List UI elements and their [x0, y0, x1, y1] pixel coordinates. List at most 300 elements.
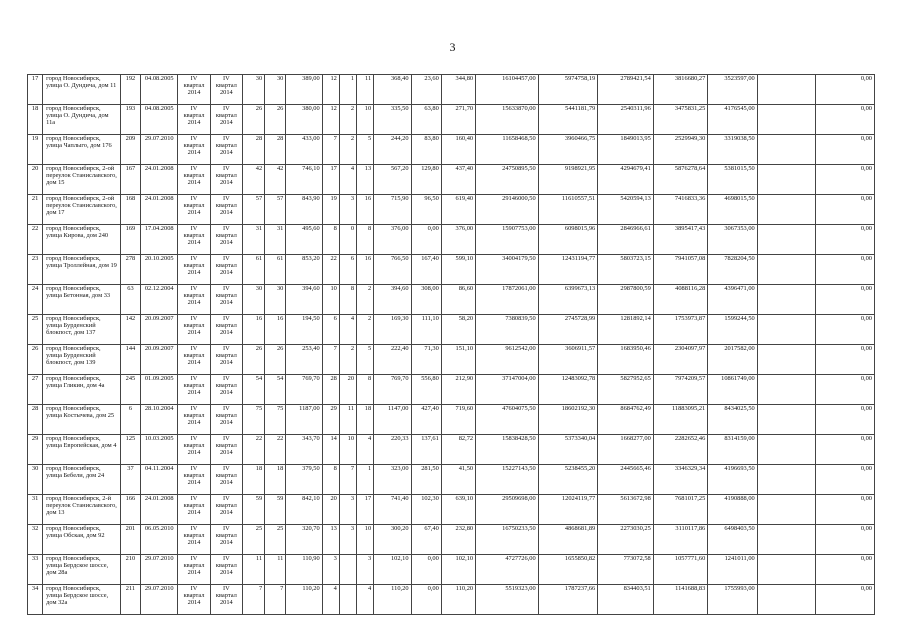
table-cell: 741,40	[374, 495, 411, 525]
table-cell: 24750895,50	[476, 165, 539, 195]
table-cell: 18602192,30	[538, 405, 598, 435]
table-cell: IV квартал 2014	[210, 525, 242, 555]
table-cell: 16	[357, 195, 374, 225]
table-cell: 1787237,66	[538, 585, 598, 615]
table-cell	[757, 285, 816, 315]
table-cell: 281,50	[411, 465, 441, 495]
table-cell: 10861749,00	[708, 375, 757, 405]
table-cell: IV квартал 2014	[178, 75, 210, 105]
table-cell: 23	[28, 255, 43, 285]
table-row	[28, 465, 875, 495]
address-cell: город Новосибирск, улица Троллейная, дом 19	[43, 255, 121, 285]
table-cell: 54	[265, 375, 286, 405]
table-cell: 96,50	[411, 195, 441, 225]
table-cell: IV квартал 2014	[210, 285, 242, 315]
table-cell: 10	[357, 105, 374, 135]
table-cell: 3523597,00	[708, 75, 757, 105]
table-cell: 12483092,78	[538, 375, 598, 405]
table-cell	[757, 345, 816, 375]
table-cell: 29	[322, 405, 339, 435]
table-cell: 2017582,00	[708, 345, 757, 375]
table-cell: 0,00	[411, 225, 441, 255]
table-cell: 20	[339, 375, 356, 405]
table-cell: 4	[339, 315, 356, 345]
table-cell: 1849013,95	[598, 135, 654, 165]
table-cell: 2529949,30	[653, 135, 708, 165]
table-cell: 58,20	[441, 315, 475, 345]
table-cell: 11883095,21	[653, 405, 708, 435]
address-cell: город Новосибирск, улица Бердское шоссе, дом 28а	[43, 555, 121, 585]
table-cell: 30	[265, 285, 286, 315]
address-cell: город Новосибирск, улица Бурденский блокпост, дом 139	[43, 345, 121, 375]
table-cell: 12	[322, 105, 339, 135]
table-cell: 166	[120, 495, 140, 525]
table-cell: 210	[120, 555, 140, 585]
table-cell: 8	[339, 285, 356, 315]
table-cell: 20.09.2007	[141, 345, 178, 375]
table-cell: 0,00	[816, 585, 875, 615]
table-cell: 1281892,14	[598, 315, 654, 345]
table-cell: 04.08.2005	[141, 75, 178, 105]
table-cell: 853,20	[286, 255, 322, 285]
table-cell: 599,10	[441, 255, 475, 285]
table-cell: 11	[357, 75, 374, 105]
table-cell: 67,40	[411, 525, 441, 555]
table-cell: 222,40	[374, 345, 411, 375]
table-cell: 232,80	[441, 525, 475, 555]
table-cell: 2	[339, 345, 356, 375]
table-cell: 368,40	[374, 75, 411, 105]
table-row	[28, 315, 875, 345]
table-cell: 04.08.2005	[141, 105, 178, 135]
table-cell: 16750233,50	[476, 525, 539, 555]
table-cell: 4868681,89	[538, 525, 598, 555]
table-cell: 18	[357, 405, 374, 435]
table-cell: 11	[339, 405, 356, 435]
table-row	[28, 555, 875, 585]
table-cell: 5974758,19	[538, 75, 598, 105]
table-cell: 5420594,13	[598, 195, 654, 225]
table-cell: 111,10	[411, 315, 441, 345]
table-cell: 567,20	[374, 165, 411, 195]
table-cell: 1655850,82	[538, 555, 598, 585]
table-cell: 30	[265, 75, 286, 105]
table-cell: 201	[120, 525, 140, 555]
table-cell: 3960466,75	[538, 135, 598, 165]
table-cell: 193	[120, 105, 140, 135]
table-cell: 125	[120, 435, 140, 465]
table-row	[28, 585, 875, 615]
table-cell: 29146000,50	[476, 195, 539, 225]
table-cell: 394,60	[286, 285, 322, 315]
table-cell: IV квартал 2014	[178, 585, 210, 615]
table-cell: 2304097,97	[653, 345, 708, 375]
table-cell: 22	[322, 255, 339, 285]
table-cell	[757, 135, 816, 165]
table-cell: IV квартал 2014	[210, 315, 242, 345]
table-cell: 379,50	[286, 465, 322, 495]
table-cell: 110,20	[441, 585, 475, 615]
table-cell: IV квартал 2014	[210, 495, 242, 525]
table-cell: 10	[322, 285, 339, 315]
table-row	[28, 225, 875, 255]
table-cell: IV квартал 2014	[210, 375, 242, 405]
table-cell: 10	[357, 525, 374, 555]
table-cell: 4190888,00	[708, 495, 757, 525]
table-cell: 6	[339, 255, 356, 285]
table-cell: IV квартал 2014	[210, 135, 242, 165]
table-cell: 29.07.2010	[141, 135, 178, 165]
table-cell: 7380839,50	[476, 315, 539, 345]
table-cell: 28	[322, 375, 339, 405]
table-cell: 26	[265, 345, 286, 375]
table-cell: 3606911,57	[538, 345, 598, 375]
table-cell: 20.09.2007	[141, 315, 178, 345]
table-cell: 3319038,50	[708, 135, 757, 165]
table-cell: 842,10	[286, 495, 322, 525]
table-cell: 6098015,96	[538, 225, 598, 255]
table-cell: 389,00	[286, 75, 322, 105]
table-cell: 320,70	[286, 525, 322, 555]
table-cell: IV квартал 2014	[210, 165, 242, 195]
table-cell: 167,40	[411, 255, 441, 285]
table-cell: IV квартал 2014	[178, 105, 210, 135]
table-cell: 4	[322, 585, 339, 615]
table-cell: 4088116,28	[653, 285, 708, 315]
table-cell: 18	[265, 465, 286, 495]
table-cell: IV квартал 2014	[178, 225, 210, 255]
table-cell: 5613672,98	[598, 495, 654, 525]
table-cell: 16	[242, 315, 264, 345]
table-cell: 769,70	[286, 375, 322, 405]
table-cell	[757, 585, 816, 615]
table-row	[28, 525, 875, 555]
table-cell: 02.12.2004	[141, 285, 178, 315]
table-cell: 271,70	[441, 105, 475, 135]
table-cell	[757, 495, 816, 525]
table-cell: 01.09.2005	[141, 375, 178, 405]
table-cell: 1753973,87	[653, 315, 708, 345]
table-cell: 0,00	[816, 465, 875, 495]
table-cell: 278	[120, 255, 140, 285]
table-cell: 129,80	[411, 165, 441, 195]
table-cell: 0,00	[816, 375, 875, 405]
table-cell: 19	[322, 195, 339, 225]
table-cell: 19	[28, 135, 43, 165]
table-cell: 28	[28, 405, 43, 435]
table-cell: 2445665,46	[598, 465, 654, 495]
table-cell: 33	[28, 555, 43, 585]
table-cell: 7974209,57	[653, 375, 708, 405]
table-cell: 29.07.2010	[141, 555, 178, 585]
table-cell: 61	[242, 255, 264, 285]
table-cell: 4	[357, 585, 374, 615]
table-cell: 167	[120, 165, 140, 195]
table-cell: 253,40	[286, 345, 322, 375]
table-cell: IV квартал 2014	[210, 555, 242, 585]
table-cell: 3475831,25	[653, 105, 708, 135]
table-cell: 0,00	[816, 195, 875, 225]
table-cell	[757, 405, 816, 435]
address-cell: город Новосибирск, улица Чаплыго, дом 176	[43, 135, 121, 165]
table-cell: 3895417,43	[653, 225, 708, 255]
address-cell: город Новосибирск, улица Европейская, дом 4	[43, 435, 121, 465]
table-cell: 11658468,50	[476, 135, 539, 165]
table-cell: 110,20	[286, 585, 322, 615]
table-cell: 773072,58	[598, 555, 654, 585]
table-row	[28, 195, 875, 225]
table-cell: 2745728,99	[538, 315, 598, 345]
table-cell: 5441181,79	[538, 105, 598, 135]
table-cell: 323,00	[374, 465, 411, 495]
table-cell: 0,00	[816, 135, 875, 165]
table-cell: 151,10	[441, 345, 475, 375]
table-cell: 34004179,50	[476, 255, 539, 285]
page-number: 3	[449, 40, 456, 54]
table-cell: 12	[322, 75, 339, 105]
table-cell: 2789421,54	[598, 75, 654, 105]
table-cell: 766,50	[374, 255, 411, 285]
table-cell: 57	[242, 195, 264, 225]
table-cell: 0,00	[816, 525, 875, 555]
table-cell: 9612542,00	[476, 345, 539, 375]
table-cell: 160,40	[441, 135, 475, 165]
table-cell: 57	[265, 195, 286, 225]
table-cell: 21	[28, 195, 43, 225]
table-cell: 17.04.2008	[141, 225, 178, 255]
table-cell: 169	[120, 225, 140, 255]
table-cell: 23,60	[411, 75, 441, 105]
table-cell: 5876278,64	[653, 165, 708, 195]
table-cell: 1241011,00	[708, 555, 757, 585]
table-cell: 212,90	[441, 375, 475, 405]
table-cell: 31	[28, 495, 43, 525]
table-cell: 25	[242, 525, 264, 555]
table-cell: 75	[242, 405, 264, 435]
address-cell: город Новосибирск, улица Кирова, дом 240	[43, 225, 121, 255]
table-cell: 7416833,36	[653, 195, 708, 225]
table-cell: 20.10.2005	[141, 255, 178, 285]
table-cell: 192	[120, 75, 140, 105]
table-cell: 11	[242, 555, 264, 585]
table-cell: 6	[322, 315, 339, 345]
table-cell: IV квартал 2014	[210, 75, 242, 105]
table-cell: 20	[322, 495, 339, 525]
table-cell: 63	[120, 285, 140, 315]
table-cell: 15838428,50	[476, 435, 539, 465]
address-cell: город Новосибирск, улица Костычева, дом 25	[43, 405, 121, 435]
table-cell: IV квартал 2014	[178, 435, 210, 465]
table-cell: 2	[357, 315, 374, 345]
table-cell: 7681017,25	[653, 495, 708, 525]
table-cell: 16104457,00	[476, 75, 539, 105]
table-cell: 37147004,00	[476, 375, 539, 405]
table-cell	[339, 585, 356, 615]
table-cell	[757, 195, 816, 225]
table-cell: 769,70	[374, 375, 411, 405]
table-cell: 1683950,46	[598, 345, 654, 375]
address-cell: город Новосибирск, улица Бетонная, дом 33	[43, 285, 121, 315]
table-cell: 42	[242, 165, 264, 195]
table-cell: 24.01.2008	[141, 165, 178, 195]
table-cell: 3	[339, 195, 356, 225]
table-cell: 715,90	[374, 195, 411, 225]
table-cell: 719,60	[441, 405, 475, 435]
table-cell: 30	[242, 285, 264, 315]
table-cell: 26	[265, 105, 286, 135]
table-cell: 20	[28, 165, 43, 195]
table-cell: 110,20	[374, 585, 411, 615]
table-cell: 4698015,50	[708, 195, 757, 225]
table-cell: 4727726,00	[476, 555, 539, 585]
table-cell: 4396471,00	[708, 285, 757, 315]
table-cell: 18	[28, 105, 43, 135]
table-cell: IV квартал 2014	[210, 105, 242, 135]
table-cell: 7	[322, 135, 339, 165]
table-cell	[757, 525, 816, 555]
table-cell: 7	[242, 585, 264, 615]
table-cell: 14	[322, 435, 339, 465]
table-cell: 211	[120, 585, 140, 615]
table-cell: IV квартал 2014	[178, 525, 210, 555]
table-cell: 11	[265, 555, 286, 585]
table-cell: IV квартал 2014	[178, 405, 210, 435]
table-cell: IV квартал 2014	[210, 225, 242, 255]
table-cell: 32	[28, 525, 43, 555]
table-row	[28, 405, 875, 435]
table-cell: 0,00	[816, 75, 875, 105]
table-cell: 04.11.2004	[141, 465, 178, 495]
table-cell: 26	[28, 345, 43, 375]
table-cell: IV квартал 2014	[178, 465, 210, 495]
table-cell: 110,90	[286, 555, 322, 585]
table-cell: 209	[120, 135, 140, 165]
address-cell: город Новосибирск, улица Гликин, дом 4а	[43, 375, 121, 405]
table-cell: 843,90	[286, 195, 322, 225]
table-cell: 2987800,59	[598, 285, 654, 315]
table-cell: 31	[242, 225, 264, 255]
table-cell: 0,00	[816, 405, 875, 435]
table-cell: 5	[357, 345, 374, 375]
table-cell: 3346329,34	[653, 465, 708, 495]
data-table	[27, 74, 875, 615]
table-cell: 3	[339, 525, 356, 555]
table-cell: 10.03.2005	[141, 435, 178, 465]
table-cell: 2282652,46	[653, 435, 708, 465]
table-cell: 144	[120, 345, 140, 375]
table-cell: IV квартал 2014	[178, 345, 210, 375]
table-cell: 13	[357, 165, 374, 195]
table-cell: 17	[322, 165, 339, 195]
table-cell: 437,40	[441, 165, 475, 195]
table-cell: IV квартал 2014	[210, 345, 242, 375]
table-cell: 300,20	[374, 525, 411, 555]
table-cell: IV квартал 2014	[178, 495, 210, 525]
table-cell: 26	[242, 345, 264, 375]
table-cell: 0,00	[816, 165, 875, 195]
table-cell: 12024119,77	[538, 495, 598, 525]
table-cell: 5	[357, 135, 374, 165]
table-cell: IV квартал 2014	[210, 405, 242, 435]
table-cell: 1	[339, 75, 356, 105]
table-cell: 0,00	[816, 345, 875, 375]
table-cell: 24	[28, 285, 43, 315]
table-cell: 47604075,50	[476, 405, 539, 435]
table-cell: 59	[265, 495, 286, 525]
table-cell: 28	[242, 135, 264, 165]
address-cell: город Новосибирск, 2-ой переулок Станиславского, дом 15	[43, 165, 121, 195]
table-cell: 376,00	[374, 225, 411, 255]
table-cell: 2846966,61	[598, 225, 654, 255]
table-row	[28, 165, 875, 195]
table-cell: 1057771,60	[653, 555, 708, 585]
table-cell: 86,60	[441, 285, 475, 315]
table-cell: 142	[120, 315, 140, 345]
table-cell: 0,00	[411, 555, 441, 585]
table-cell: IV квартал 2014	[210, 435, 242, 465]
address-cell: город Новосибирск, улица Бердское шоссе, дом 32а	[43, 585, 121, 615]
table-cell: 83,80	[411, 135, 441, 165]
table-cell: 102,10	[374, 555, 411, 585]
table-row	[28, 75, 875, 105]
table-cell	[757, 105, 816, 135]
table-cell: 5803723,15	[598, 255, 654, 285]
table-cell: 2	[357, 285, 374, 315]
table-cell: 75	[265, 405, 286, 435]
table-cell: 10	[339, 435, 356, 465]
table-cell: 5238455,20	[538, 465, 598, 495]
table-cell: IV квартал 2014	[178, 285, 210, 315]
table-cell: 433,00	[286, 135, 322, 165]
table-cell: 8	[357, 225, 374, 255]
table-row	[28, 495, 875, 525]
table-cell: 15907753,00	[476, 225, 539, 255]
table-cell: 42	[265, 165, 286, 195]
table-cell: 31	[265, 225, 286, 255]
table-cell: 639,10	[441, 495, 475, 525]
table-cell: 7	[265, 585, 286, 615]
table-cell: 24.01.2008	[141, 195, 178, 225]
table-cell: 169,30	[374, 315, 411, 345]
table-cell: IV квартал 2014	[178, 555, 210, 585]
table-cell: 244,20	[374, 135, 411, 165]
table-cell: 0,00	[816, 315, 875, 345]
table-cell	[757, 555, 816, 585]
table-cell: 28.10.2004	[141, 405, 178, 435]
table-row	[28, 435, 875, 465]
table-cell: 245	[120, 375, 140, 405]
table-cell: 24.01.2008	[141, 495, 178, 525]
table-cell: IV квартал 2014	[210, 195, 242, 225]
table-cell: 12431194,77	[538, 255, 598, 285]
table-cell: IV квартал 2014	[178, 135, 210, 165]
table-cell: 7	[322, 345, 339, 375]
table-cell: 0,00	[816, 225, 875, 255]
table-cell: 41,50	[441, 465, 475, 495]
table-cell: 1187,00	[286, 405, 322, 435]
table-row	[28, 255, 875, 285]
table-cell	[757, 225, 816, 255]
table-cell: 2	[339, 105, 356, 135]
table-cell: 17872061,00	[476, 285, 539, 315]
table-cell: 220,33	[374, 435, 411, 465]
table-cell: 16	[357, 255, 374, 285]
table-cell: 1599244,50	[708, 315, 757, 345]
table-row	[28, 135, 875, 165]
table-cell: 8	[322, 225, 339, 255]
table-cell: 25	[265, 525, 286, 555]
table-cell: 06.05.2010	[141, 525, 178, 555]
